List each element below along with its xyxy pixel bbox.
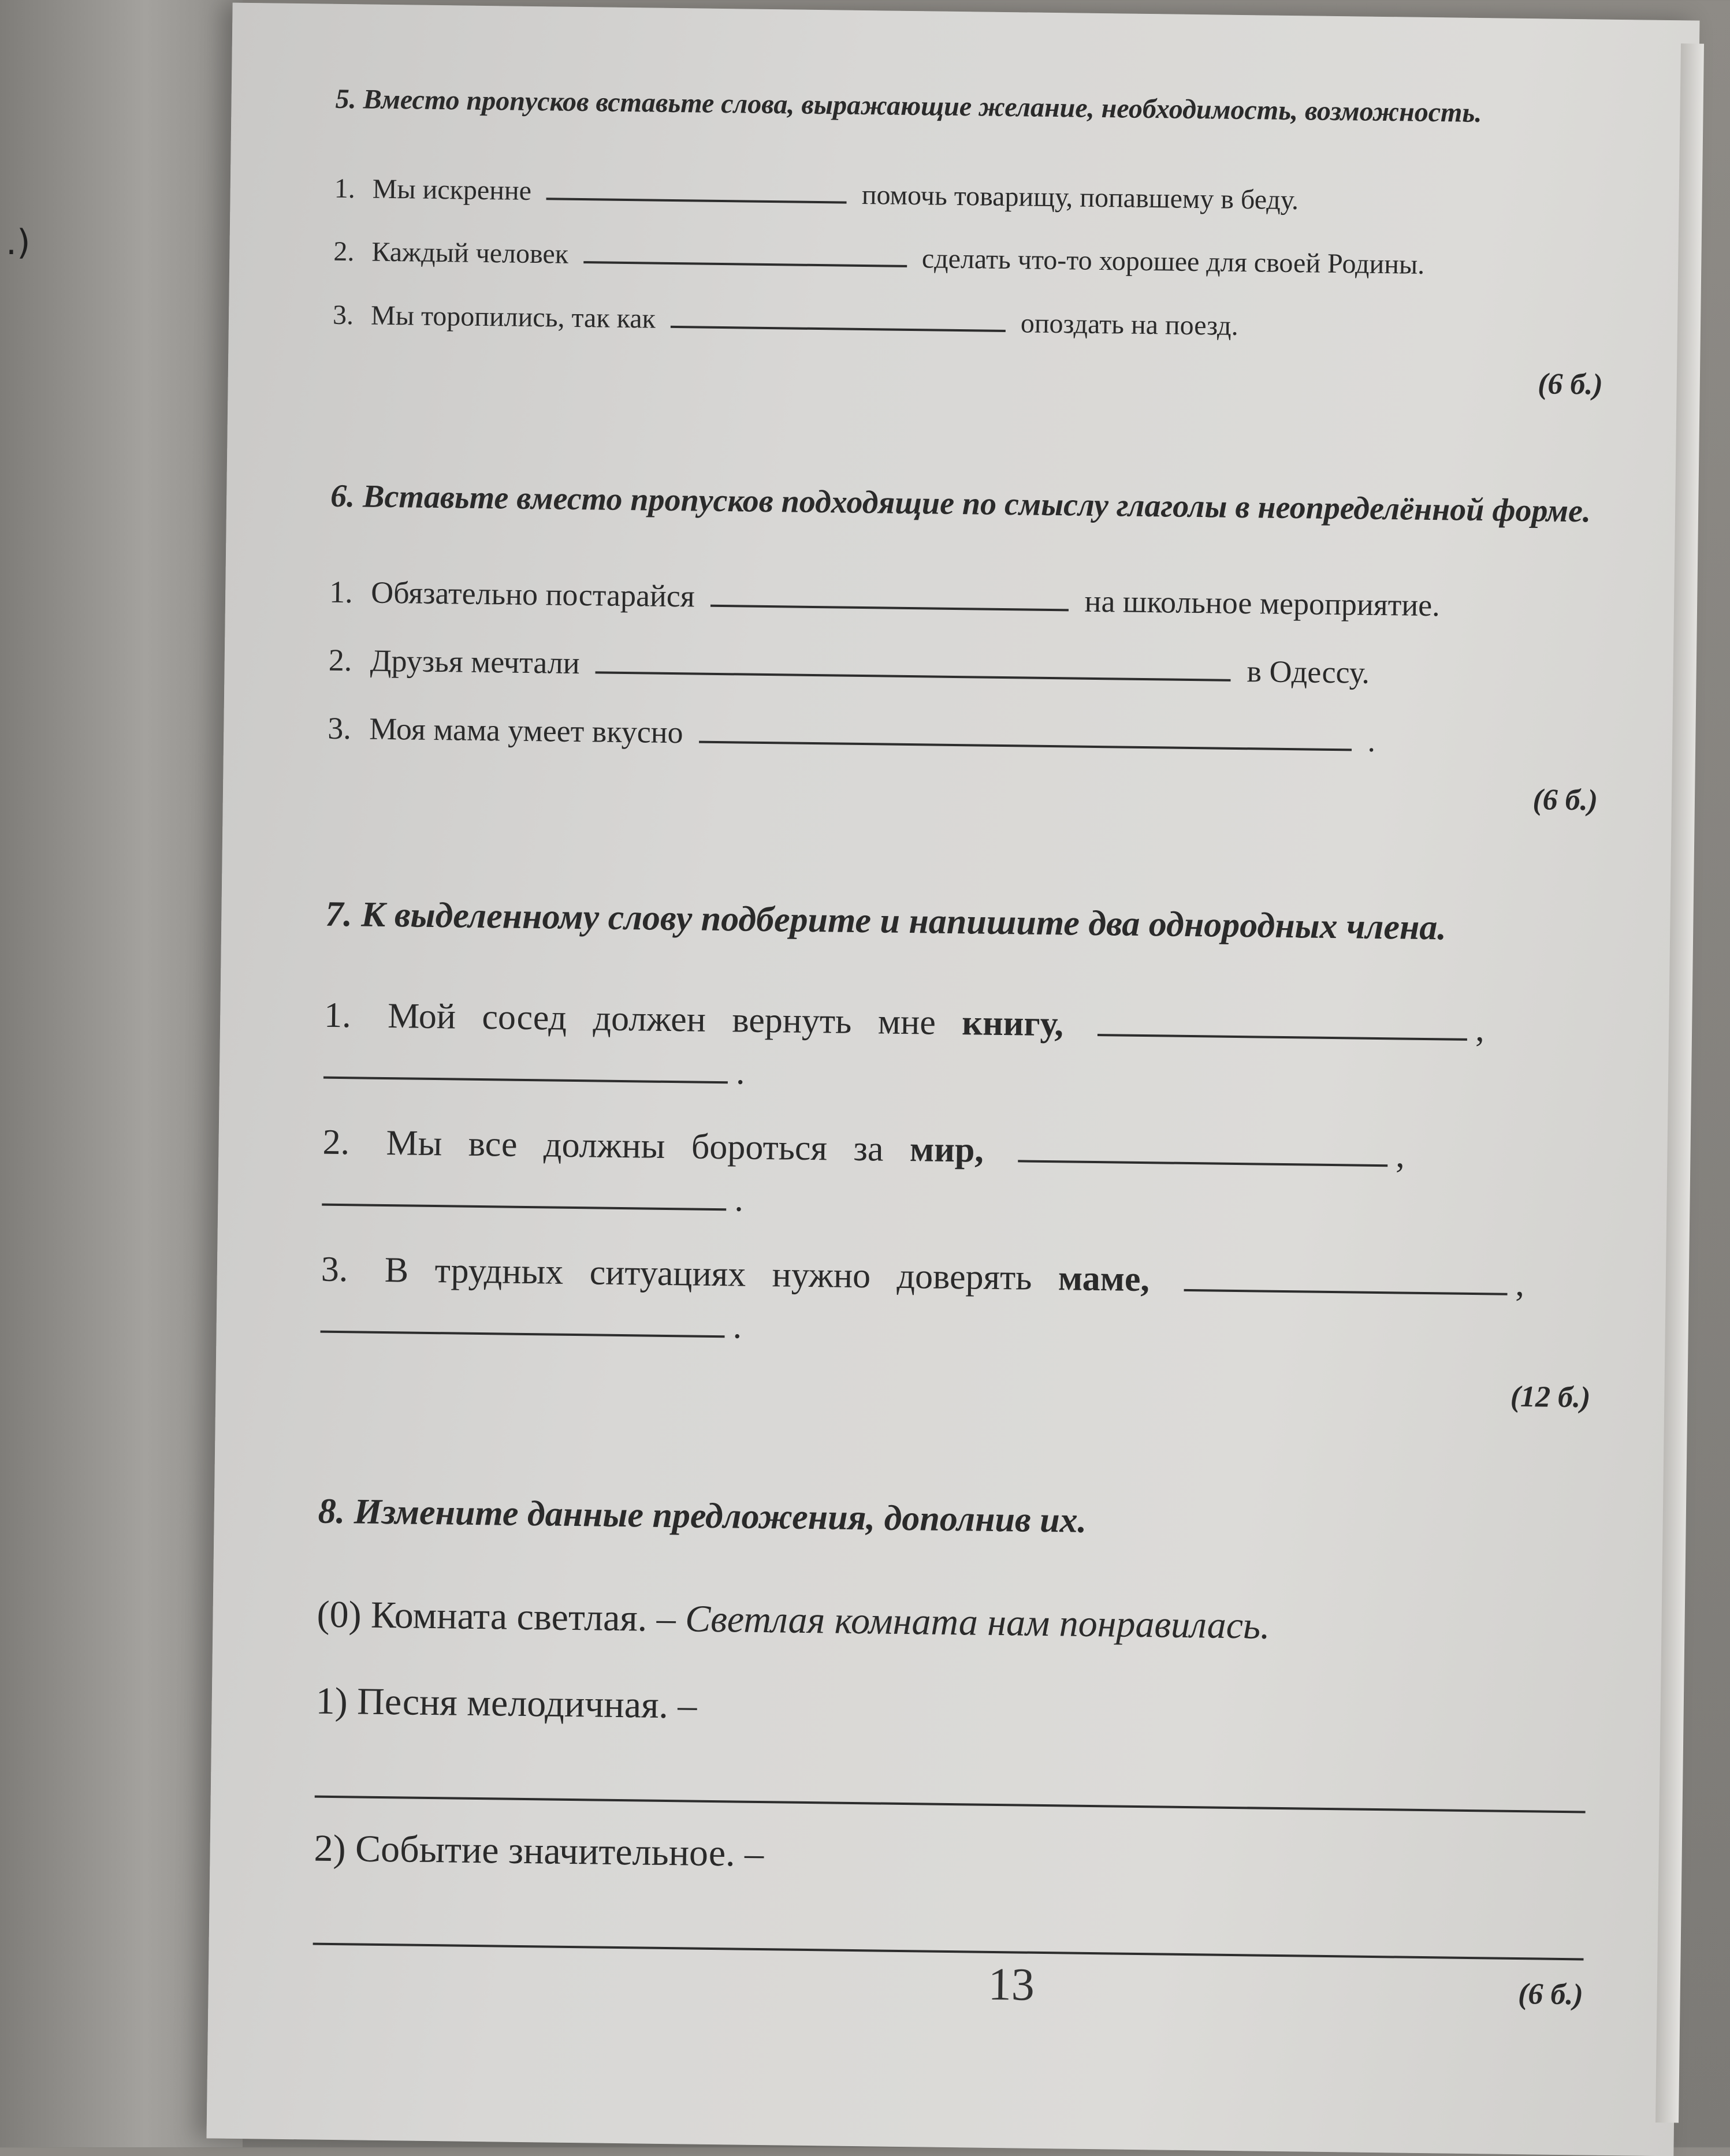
task-8-example (317, 1587, 1588, 1658)
answer-blank[interactable] (671, 300, 1006, 332)
left-page-mark: .) (6, 222, 31, 263)
task-7-score: (12 б.) (1510, 1380, 1591, 1414)
previous-page-edge (0, 0, 243, 2147)
example-prefix: (0) Комната светлая. – (317, 1593, 676, 1640)
item-text-after: в Одессу. (1247, 654, 1370, 690)
item-text-after: на школьное мероприятие. (1084, 583, 1441, 623)
item-number: 3. (327, 710, 352, 746)
task-7-item-3 (320, 1244, 1592, 1364)
item-text-after: . (1367, 723, 1376, 759)
task-5-title: 5. Вместо пропусков вставьте слова, выражающие желание, необходимость, возможность. (335, 83, 1482, 129)
answer-blank[interactable] (323, 1051, 728, 1084)
answer-line[interactable] (313, 1902, 1584, 1960)
item-period: . (735, 1052, 746, 1092)
example-answer: Светлая комната нам понравилась. (684, 1597, 1271, 1647)
item-text-before: Моя мама умеет вкусно (369, 711, 684, 750)
answer-blank[interactable] (596, 646, 1232, 681)
item-number: 1. (323, 996, 352, 1036)
highlighted-word: маме, (1058, 1258, 1150, 1299)
item-number: 1. (334, 173, 356, 204)
task-8 (312, 1485, 1590, 2012)
item-text-after: помочь товарищу, попавшему в беду. (861, 179, 1299, 215)
task-6-item-3 (328, 706, 1599, 766)
task-7 (319, 889, 1597, 1414)
item-period: . (734, 1179, 744, 1219)
worksheet-page (207, 3, 1700, 2156)
answer-blank[interactable] (546, 172, 847, 203)
item-number: 1. (329, 574, 354, 609)
item-text-before: Мы торопились, так как (370, 300, 656, 334)
task-6-item-2 (328, 638, 1599, 698)
item-comma: , (1395, 1135, 1405, 1175)
item-period: . (732, 1306, 742, 1346)
highlighted-word: книгу, (961, 1003, 1064, 1044)
item-number: 2. (333, 236, 355, 267)
highlighted-word: мир, (909, 1130, 984, 1170)
page-content (311, 79, 1606, 2098)
page-edge (1655, 43, 1704, 2123)
item-text-after: опоздать на поезд. (1020, 308, 1239, 341)
answer-blank[interactable] (710, 579, 1069, 611)
task-5-item-2 (333, 232, 1605, 287)
task-7-item-2 (322, 1117, 1594, 1237)
answer-blank[interactable] (699, 716, 1352, 751)
task-5 (332, 79, 1606, 402)
item-number: 3. (332, 299, 354, 331)
task-6-item-1 (329, 569, 1601, 630)
page-number: 13 (988, 1958, 1035, 2010)
item-text-before: Друзья мечтали (370, 643, 581, 680)
task-8-item-2 (314, 1821, 1585, 1892)
item-text-before: Обязательно постарайся (370, 575, 695, 614)
answer-blank[interactable] (1018, 1135, 1388, 1167)
task-7-title: 7. К выделенному слову подберите и напишите два однородных члена. (325, 895, 1447, 948)
task-6-score: (6 б.) (1532, 783, 1598, 818)
item-number: 2. (328, 642, 352, 678)
task-6 (327, 473, 1602, 818)
item-text: 2) Событие значительное. – (314, 1827, 764, 1875)
task-5-item-1 (334, 168, 1605, 224)
answer-blank[interactable] (1184, 1264, 1508, 1295)
item-comma: , (1475, 1010, 1485, 1049)
answer-blank[interactable] (321, 1305, 726, 1338)
task-5-score: (6 б.) (1537, 367, 1603, 402)
answer-blank[interactable] (583, 236, 907, 267)
item-text-after: сделать что-то хорошее для своей Родины. (921, 243, 1425, 281)
item-comma: , (1515, 1264, 1525, 1304)
task-5-item-3 (333, 295, 1604, 351)
item-number: 2. (322, 1122, 350, 1163)
item-text: 1) Песня мелодичная. – (315, 1680, 697, 1727)
item-number: 3. (321, 1249, 348, 1290)
task-8-item-1 (315, 1674, 1587, 1745)
task-7-item-1 (323, 990, 1595, 1109)
task-8-title: 8. Измените данные предложения, дополнив их. (318, 1491, 1087, 1540)
task-6-title: 6. Вставьте вместо пропусков подходящие по смыслу глаголы в неопределённой форме. (330, 478, 1591, 530)
task-8-score: (6 б.) (1517, 1977, 1584, 2012)
item-text-before: В трудных ситуациях нужно доверять (384, 1250, 1032, 1298)
item-text-before: Каждый человек (371, 236, 569, 270)
answer-blank[interactable] (1097, 1008, 1468, 1041)
item-text-before: Мой сосед должен вернуть мне (387, 996, 936, 1042)
answer-blank[interactable] (322, 1178, 727, 1211)
item-text-before: Мы все должны бороться за (386, 1123, 884, 1169)
answer-line[interactable] (315, 1755, 1586, 1814)
item-text-before: Мы искренне (372, 173, 532, 206)
